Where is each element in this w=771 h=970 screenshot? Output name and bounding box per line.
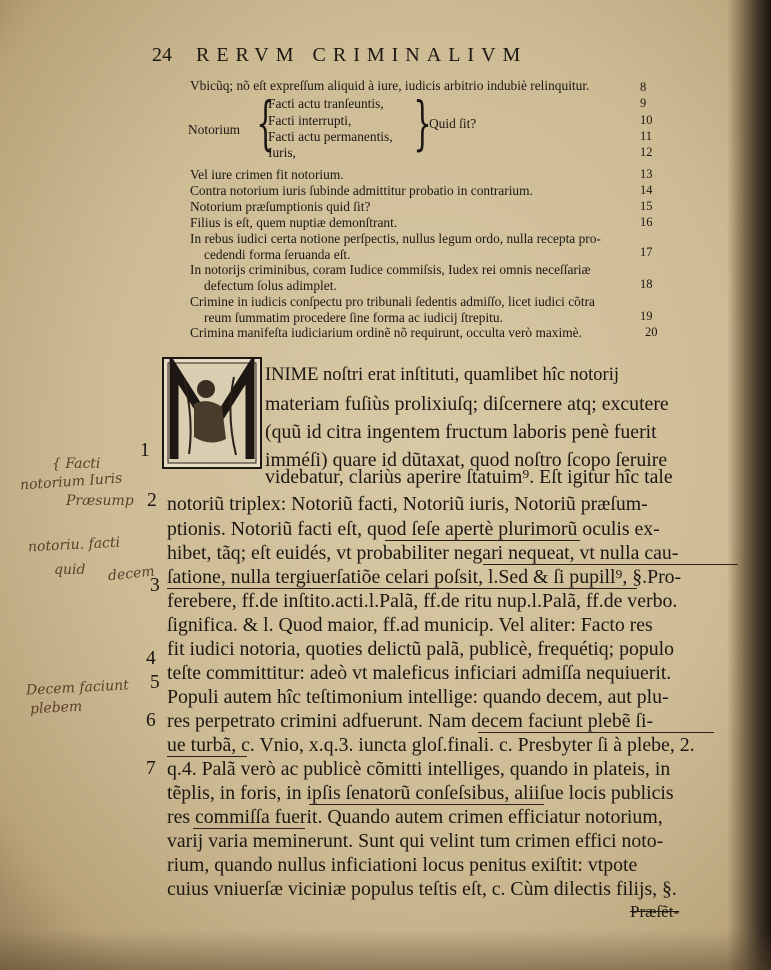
body-line: rium, quando nullus inficiationi locus penitus exiſtit: vtpote — [167, 854, 638, 876]
decorated-initial — [162, 357, 262, 469]
quid-sit: Quid ſit? — [429, 116, 477, 131]
summary-num: 10 — [640, 113, 653, 127]
ink-underline — [193, 828, 305, 829]
summary-item: Filius is eſt, quem nuptiæ demonſtrant. — [190, 215, 398, 230]
handwritten-note: Præsump — [66, 493, 134, 509]
body-line: tẽplis, in foris, in ipſis ſenatorũ conſeſsibus, aliiſue locis publicis — [167, 782, 674, 804]
body-line: (quũ id citra ingentem fructum laboris penè fuerit — [265, 421, 657, 443]
body-line: ue turbã, c. Vnio, x.q.3. iuncta gloſ.finali. c. Presbyter ſi à plebe, 2. — [167, 734, 695, 756]
body-line: hibet, tãq; eſt euidés, vt probabiliter negari nequeat, vt nulla cau- — [167, 542, 679, 564]
summary-item: In notorijs criminibus, coram Iudice commiſsis, Iudex rei omnis neceſſariæ — [190, 262, 591, 277]
body-line: res commiſſa fuerit. Quando autem crimen efficiatur notorium, — [167, 806, 663, 828]
body-line: Populi autem hîc teſtimonium intellige: quando decem, aut plu- — [167, 686, 669, 708]
body-line: ſatione, nulla tergiuerſatiõe celari poſsit, l.Sed & ſi pupill⁹, §.Pro- — [167, 566, 682, 588]
running-header — [152, 44, 527, 67]
body-line: INIME noſtri erat inſtituti, quamlibet hîc notorij — [265, 365, 620, 385]
summary-num: 15 — [640, 199, 653, 213]
margin-number: 2 — [147, 490, 157, 511]
catchword: Præſẽt- — [630, 902, 680, 921]
notorium-label: Notorium — [188, 122, 241, 137]
handwritten-note: notorium Iuris — [19, 470, 123, 494]
body-line: q.4. Palã verò ac publicè cõmitti intelliges, quando in plateis, in — [167, 758, 671, 780]
body-line: res perpetrato crimini adfuerunt. Nam decem faciunt plebẽ ſi- — [167, 710, 654, 732]
page-shadow — [0, 930, 771, 970]
summary-item: In rebus iudici certa notione perſpectis, nullus legum ordo, nulla recepta pro- — [190, 231, 601, 246]
running-title: RERVM CRIMINALIVM — [196, 44, 528, 66]
handwritten-note: decem — [107, 563, 156, 585]
ink-underline — [167, 756, 247, 757]
body-line: varij varia meminerunt. Sunt qui velint tum crimen effici noto- — [167, 830, 664, 852]
notorium-item: Facti actu permanentis, — [268, 129, 393, 144]
margin-number: 1 — [140, 440, 150, 461]
summary-item: Crimine in iudicis conſpectu pro tribunali ſedentis admiſſo, licet iudici cõtra — [190, 294, 595, 309]
notorium-item: Facti actu tranſeuntis, — [268, 96, 384, 111]
body-line: materiam fuſiùs prolixiuſq; diſcernere atq; excutere — [265, 393, 669, 415]
summary-num: 12 — [640, 145, 653, 159]
ink-underline — [478, 732, 714, 733]
body-line: ptionis. Notoriũ facti eſt, quod ſeſe apertè plurimorũ oculis ex- — [167, 518, 660, 540]
body-line: notoriũ triplex: Notoriũ facti, Notoriũ iuris, Notoriũ præſum- — [167, 493, 648, 515]
handwritten-note: notoriu. facti — [27, 534, 121, 556]
right-brace-icon: } — [413, 89, 432, 157]
body-line: cuius vniuerſæ viciniæ populus teſtis eſt, c. Cùm dilectis filijs, §. — [167, 878, 677, 900]
summary-item: Contra notorium iuris ſubinde admittitur probatio in contrarium. — [190, 183, 533, 198]
summary-num: 17 — [640, 245, 653, 259]
notorium-item: Iuris, — [268, 145, 296, 160]
summary-item: defectum ſolus adimplet. — [204, 278, 337, 293]
handwritten-note: { Facti — [52, 456, 101, 472]
summary-num: 8 — [640, 80, 647, 94]
summary-item: Notorium præſumptionis quid ſit? — [190, 199, 371, 214]
summary-item: reum ſummatim procedere ſine forma ac iudicij ſtrepitu. — [204, 310, 503, 325]
summary-item: Crimina manifeſta iudiciarium ordinẽ nõ requirunt, occulta verò maximè. — [190, 325, 582, 340]
body-line: teſte committitur: adeò vt maleficus inficiari admiſſa nequiuerit. — [167, 662, 672, 684]
summary-num: 13 — [640, 167, 653, 181]
margin-number: 7 — [146, 758, 156, 779]
page-gutter — [727, 0, 771, 970]
summary-item: cedendi forma ſeruanda eſt. — [204, 247, 351, 262]
summary-num: 19 — [640, 309, 653, 323]
handwritten-note: plebem — [29, 698, 83, 718]
body-line: imméſi) quare id dũtaxat, quod noſtro ſcopo ſeruire — [265, 449, 668, 471]
summary-num: 14 — [640, 183, 653, 197]
body-line: ferebere, ff.de inſtito.acti.l.Palã, ff.de ritu nup.l.Palã, ff.de verbo. — [167, 590, 678, 612]
margin-number: 5 — [150, 672, 160, 693]
margin-number: 3 — [150, 575, 160, 596]
ink-underline — [167, 588, 637, 589]
margin-number: 6 — [146, 710, 156, 731]
summary-num: 18 — [640, 277, 653, 291]
summary-num: 9 — [640, 96, 647, 110]
summary-num: 11 — [640, 129, 653, 143]
handwritten-note: Decem faciunt — [25, 677, 130, 699]
ink-underline — [483, 564, 738, 565]
body-line: ſignifica. & l. Quod maior, ff.ad municip. Vel aliter: Facto res — [167, 614, 653, 636]
woodcut-figure-icon — [164, 359, 260, 467]
body-line: fit iudici notoria, quoties delictũ palã, publicè, frequétiq; populo — [167, 638, 675, 660]
handwritten-note: quid — [54, 562, 86, 578]
margin-number: 4 — [146, 648, 156, 669]
ink-underline — [385, 540, 580, 541]
ink-underline — [309, 804, 544, 805]
body-line: videbatur, clariùs aperire ſtatuim⁹. Eſt igitur hîc tale — [265, 466, 673, 488]
left-brace-icon: { — [256, 89, 275, 157]
summary-line-1: Vbicũq; nõ eſt expreſſum aliquid à iure, iudicis arbitrio indubiè relinquitur. — [190, 78, 590, 93]
summary-num: 16 — [640, 215, 653, 229]
summary-num: 20 — [645, 325, 658, 339]
notorium-item: Facti interrupti, — [268, 113, 352, 128]
summary-item: Vel iure crimen fit notorium. — [190, 167, 344, 182]
page-number: 24 — [152, 44, 172, 66]
